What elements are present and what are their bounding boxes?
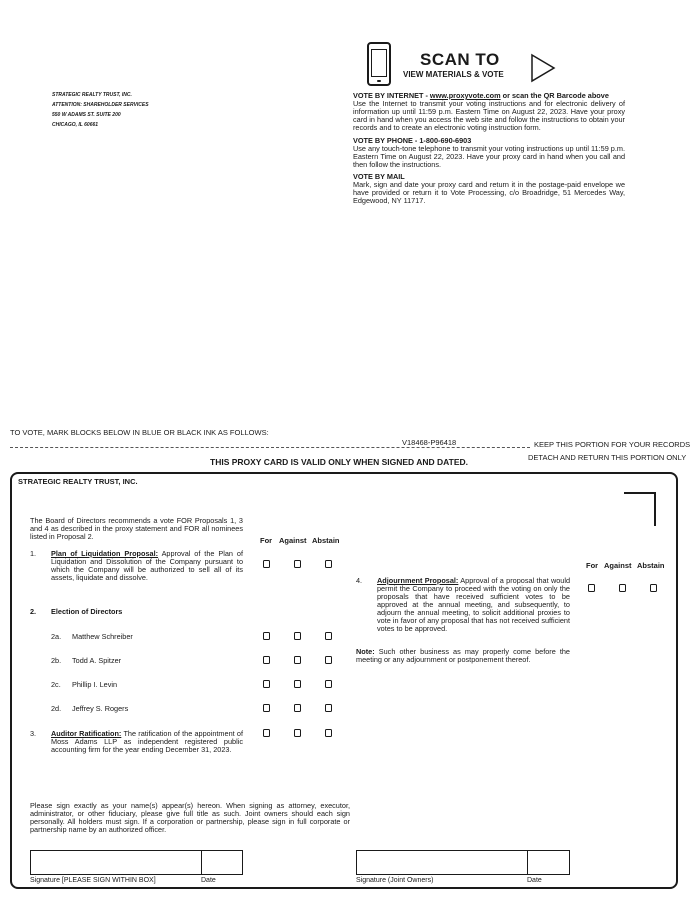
nominee-name: Todd A. Spitzer [72,656,122,665]
nominee-name: Phillip I. Levin [72,680,118,689]
keep-portion-label: KEEP THIS PORTION FOR YOUR RECORDS [534,440,691,449]
detach-portion-label: DETACH AND RETURN THIS PORTION ONLY [528,453,687,462]
scan-subtitle: VIEW MATERIALS & VOTE [403,70,504,79]
vote-by-phone [353,137,625,169]
nominee-2b-against-checkbox[interactable] [294,656,301,664]
proposal-3-for-checkbox[interactable] [263,729,270,737]
sign-instructions: Please sign exactly as your name(s) appear(s) hereon. When signing as attorney, executor, administrator, or other fiduciary, please give full title as such. Joint owners should each sign personally. All holders must sign. If a corporation or partnership, please sign in full corporate or partnership name by an authorized officer. [30,801,350,834]
nominee-2b-abstain-checkbox[interactable] [325,656,332,664]
proposal-2-title: Election of Directors [51,607,123,616]
valid-notice: THIS PROXY CARD IS VALID ONLY WHEN SIGNED AND DATED. [210,457,469,467]
marking-instructions: TO VOTE, MARK BLOCKS BELOW IN BLUE OR BLACK INK AS FOLLOWS: [10,428,269,437]
nominee-name: Jeffrey S. Rogers [72,704,129,713]
column-for: For [586,561,599,570]
column-against: Against [279,536,307,545]
corner-mark [624,492,656,526]
vote-internet-body: Use the Internet to transmit your voting instructions and for electronic delivery of information up until 11:59 p.m. Eastern Time on August 22, 2023. Have your proxy card in hand when you access the web site and follow the instructions to obtain your records and to create an electronic voting instruction form. [353,99,625,132]
nominee-2d-against-checkbox[interactable] [294,704,301,712]
proposal-4-abstain-checkbox[interactable] [650,584,657,592]
scan-title: SCAN TO [420,50,500,69]
address-line: CHICAGO, IL 60661 [52,122,99,128]
proposal-1: Plan of Liquidation Proposal: Approval of the Plan of Liquidation and Dissolution of the Company pursuant to which the Company will be authorized to sell all of its assets, liquidate and dissolve. [51,549,243,582]
vote-by-mail [353,173,625,205]
proposal-4: Adjournment Proposal: Approval of a proposal that would permit the Company to proceed with the voting on only the proposals that have received sufficient votes to be approved at the annual meeting, and subsequently, to adjourn the annual meeting, to solicit additional proxies to vote in favor of any proposal that has not received sufficient votes to be approved. [377,576,571,633]
nominee-2a-for-checkbox[interactable] [263,632,270,640]
joint-signature-box[interactable] [356,850,570,875]
proposal-1-number: 1. [30,549,37,558]
play-arrow-icon [530,53,556,83]
nominee-2c-for-checkbox[interactable] [263,680,270,688]
nominee-2a-against-checkbox[interactable] [294,632,301,640]
proposal-3: Auditor Ratification: The ratification of the appointment of Moss Adams LLP as independent registered public accounting firm for the year ending December 31, 2023. [51,729,243,754]
proposal-1-abstain-checkbox[interactable] [325,560,332,568]
signature-date-divider [201,851,202,874]
joint-date-label: Date [527,877,542,884]
proposal-4-number: 4. [356,576,363,585]
nominee-number: 2a. [51,632,62,641]
column-for: For [260,536,273,545]
vote-by-internet [353,92,625,132]
meeting-note: Note: Such other business as may properly come before the meeting or any adjournment or postponement thereof. [356,647,570,664]
address-line: 550 W ADAMS ST. SUITE 200 [52,112,121,118]
proposal-4-against-checkbox[interactable] [619,584,626,592]
signature-label: Signature [PLEASE SIGN WITHIN BOX] [30,877,156,884]
perforation-line [10,447,530,448]
vote-mail-body: Mark, sign and date your proxy card and return it in the postage-paid envelope we have provided or return it to Vote Processing, c/o Broadridge, 51 Mercedes Way, Edgewood, NY 11717. [353,180,625,205]
proposal-3-abstain-checkbox[interactable] [325,729,332,737]
proxyvote-link[interactable]: www.proxyvote.com [429,91,501,100]
proposal-2-number: 2. [30,607,37,616]
address-line: ATTENTION: SHAREHOLDER SERVICES [52,102,149,108]
proposal-1-against-checkbox[interactable] [294,560,301,568]
vote-mail-heading: VOTE BY MAIL [353,172,405,181]
nominee-number: 2c. [51,680,61,689]
nominee-2c-abstain-checkbox[interactable] [325,680,332,688]
signature-box[interactable] [30,850,243,875]
proposal-3-against-checkbox[interactable] [294,729,301,737]
date-label: Date [201,877,216,884]
proposal-1-for-checkbox[interactable] [263,560,270,568]
nominee-2d-abstain-checkbox[interactable] [325,704,332,712]
control-code: V18468-P96418 [402,438,457,447]
board-recommendation: The Board of Directors recommends a vote FOR Proposals 1, 3 and 4 as described in the proxy statement and FOR all nominees listed in Proposal 2. [30,516,243,541]
vote-phone-heading: VOTE BY PHONE - 1-800-690-6903 [353,136,472,145]
vote-internet-heading: VOTE BY INTERNET - www.proxyvote.com or scan the QR Barcode above [353,91,609,100]
column-abstain: Abstain [312,536,340,545]
company-name: STRATEGIC REALTY TRUST, INC. [18,477,138,486]
nominee-2c-against-checkbox[interactable] [294,680,301,688]
address-line: STRATEGIC REALTY TRUST, INC. [52,92,132,98]
column-abstain: Abstain [637,561,665,570]
proposal-3-number: 3. [30,729,37,738]
smartphone-icon [367,42,391,86]
joint-signature-label: Signature (Joint Owners) [356,877,434,884]
vote-phone-body: Use any touch-tone telephone to transmit your voting instructions up until 11:59 p.m. Eastern Time on August 22, 2023. Have your proxy card in hand when you call and then follow the instructions. [353,144,625,169]
nominee-name: Matthew Schreiber [72,632,133,641]
proposal-4-for-checkbox[interactable] [588,584,595,592]
signature-date-divider [527,851,528,874]
nominee-number: 2d. [51,704,62,713]
mailing-address [52,90,149,130]
nominee-2a-abstain-checkbox[interactable] [325,632,332,640]
nominee-2d-for-checkbox[interactable] [263,704,270,712]
nominee-2b-for-checkbox[interactable] [263,656,270,664]
column-against: Against [604,561,632,570]
nominee-number: 2b. [51,656,62,665]
